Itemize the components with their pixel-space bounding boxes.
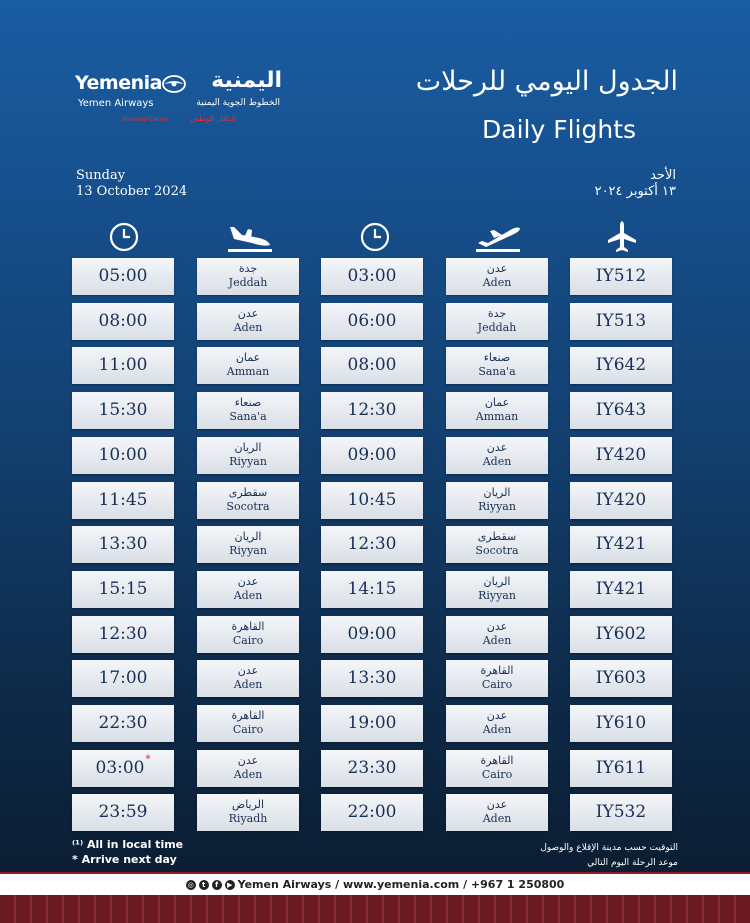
time-value: 17:00 (98, 668, 148, 688)
city-name-ar: عدن (486, 441, 508, 454)
city-name-ar: عدن (237, 664, 259, 677)
arrival-city-cell (197, 794, 299, 831)
arrival-time-cell (72, 482, 174, 519)
date-en-text: 13 October 2024 (76, 184, 188, 199)
flight-number: IY532 (595, 802, 647, 822)
departure-city-cell (446, 616, 548, 653)
time-value: 22:00 (347, 802, 397, 822)
flight-number-cell (570, 750, 672, 787)
flight-number: IY642 (595, 355, 647, 375)
time-value: 08:00 (347, 355, 397, 375)
city-name-en: Aden (233, 678, 263, 691)
departure-city-cell (446, 258, 548, 295)
arrival-city-cell (197, 347, 299, 384)
city-name-en: Riyadh (228, 812, 268, 825)
departure-city-cell (446, 347, 548, 384)
landing-plane-icon (220, 220, 280, 254)
flight-number-cell (570, 347, 672, 384)
time-value: 06:00 (347, 311, 397, 331)
city-name-en: Socotra (226, 500, 270, 513)
city-name-en: Aden (482, 723, 512, 736)
arrival-time-cell (72, 794, 174, 831)
arrival-city-cell (197, 750, 299, 787)
instagram-icon[interactable]: ◎ (187, 880, 194, 889)
city-name-ar: جدة (487, 307, 507, 320)
time-value: 08:00 (98, 311, 148, 331)
arrival-city-cell (197, 437, 299, 474)
departure-city-cell (446, 303, 548, 340)
contact-text[interactable]: Yemen Airways / www.yemenia.com / +967 1 250800 (237, 878, 565, 891)
arrival-time-cell (72, 258, 174, 295)
arrival-city-cell (197, 571, 299, 608)
departure-time-cell (321, 303, 423, 340)
flight-number-cell (570, 660, 672, 697)
city-name-ar: سقطرى (477, 530, 517, 543)
city-name-ar: عمان (235, 351, 261, 364)
flight-number: IY611 (595, 758, 647, 778)
city-name-en: Sana'a (229, 410, 267, 423)
city-name-ar: صنعاء (483, 351, 511, 364)
city-name-ar: الريان (234, 441, 262, 454)
city-name-en: Aden (233, 768, 263, 781)
time-value: 10:00 (98, 445, 148, 465)
city-name-ar: القاهرة (480, 754, 514, 767)
city-name-en: Riyyan (229, 455, 267, 468)
flight-number: IY602 (595, 624, 647, 644)
flight-number-cell (570, 437, 672, 474)
time-value: 09:00 (347, 445, 397, 465)
next-day-star: * (145, 754, 151, 765)
arrival-time-cell (72, 347, 174, 384)
bird-emblem-icon (159, 74, 189, 94)
departure-city-cell (446, 794, 548, 831)
city-name-en: Aden (482, 455, 512, 468)
city-name-en: Aden (233, 589, 263, 602)
departure-time-cell (321, 347, 423, 384)
time-value: 12:30 (347, 400, 397, 420)
city-name-ar: عدن (486, 709, 508, 722)
time-value: 03:00 (95, 758, 145, 778)
flight-number-cell (570, 571, 672, 608)
city-name-ar: القاهرة (231, 620, 265, 633)
arrival-time-cell (72, 437, 174, 474)
flight-number-cell (570, 303, 672, 340)
contact-footer (0, 872, 750, 895)
logo-carrier-en: National Carrier (122, 116, 170, 123)
departure-city-cell (446, 392, 548, 429)
departure-city-cell (446, 437, 548, 474)
city-name-en: Riyyan (229, 544, 267, 557)
departure-time-cell (321, 616, 423, 653)
footnotes-ar (540, 841, 678, 871)
time-value: 09:00 (347, 624, 397, 644)
city-name-ar: الريان (234, 530, 262, 543)
city-name-en: Cairo (232, 634, 264, 647)
city-name-ar: عدن (237, 575, 259, 588)
departure-time-cell (321, 660, 423, 697)
city-name-en: Aden (482, 276, 512, 289)
departing-plane-icon (468, 220, 528, 254)
city-name-ar: صنعاء (234, 396, 262, 409)
departure-time-cell (321, 437, 423, 474)
logo-sub-en: Yemen Airways (78, 98, 154, 109)
next-day-note-en: Arrive next day (81, 853, 177, 866)
logo-carrier-ar: الناقل الوطني (190, 114, 237, 123)
time-value: 03:00 (347, 266, 397, 286)
departure-city-cell (446, 750, 548, 787)
departure-time-cell (321, 794, 423, 831)
date-english (76, 168, 187, 200)
city-name-en: Riyyan (478, 589, 516, 602)
city-name-ar: عدن (237, 754, 259, 767)
flight-number: IY603 (595, 668, 647, 688)
city-name-en: Amman (226, 365, 270, 378)
arrival-time-cell (72, 392, 174, 429)
logo-name-ar: اليمنية (211, 68, 282, 93)
title-arabic: الجدول اليومي للرحلات (415, 66, 678, 97)
arrival-time-cell (72, 705, 174, 742)
flight-number-cell (570, 526, 672, 563)
flight-number: IY513 (595, 311, 647, 331)
arrival-time-cell (72, 571, 174, 608)
arrival-city-cell (197, 258, 299, 295)
footnotes-en (72, 837, 183, 867)
arrival-city-cell (197, 526, 299, 563)
flight-number: IY420 (595, 445, 647, 465)
flight-number-cell (570, 258, 672, 295)
arrival-time-cell (72, 660, 174, 697)
city-name-en: Cairo (481, 678, 513, 691)
departure-time-cell (321, 526, 423, 563)
city-name-en: Jeddah (477, 321, 517, 334)
departure-time-cell (321, 571, 423, 608)
next-day-marker: * (72, 853, 82, 866)
arrival-city-cell (197, 482, 299, 519)
city-name-en: Cairo (232, 723, 264, 736)
city-name-ar: عدن (486, 262, 508, 275)
city-name-en: Sana'a (478, 365, 516, 378)
city-name-en: Riyyan (478, 500, 516, 513)
city-name-ar: عدن (486, 798, 508, 811)
city-name-ar: الريان (483, 575, 511, 588)
time-value: 12:30 (347, 534, 397, 554)
city-name-ar: القاهرة (480, 664, 514, 677)
time-value: 13:30 (347, 668, 397, 688)
time-value: 11:45 (98, 490, 148, 510)
departure-city-cell (446, 660, 548, 697)
time-value: 05:00 (98, 266, 148, 286)
city-name-ar: عمان (484, 396, 510, 409)
next-day-note-ar: موعد الرحلة اليوم التالي (587, 858, 678, 868)
departure-time-cell (321, 258, 423, 295)
day-en: Sunday (76, 168, 126, 183)
flight-number-cell (570, 616, 672, 653)
twitter-icon[interactable]: t (199, 880, 209, 890)
time-value: 23:30 (347, 758, 397, 778)
time-value: 13:30 (98, 534, 148, 554)
flight-number-cell (570, 794, 672, 831)
arrival-city-cell (197, 303, 299, 340)
day-ar: الأحد (650, 168, 676, 183)
time-value: 14:15 (347, 579, 397, 599)
time-value: 22:30 (98, 713, 148, 733)
clock-icon (94, 220, 154, 254)
local-time-note-en: All in local time (87, 838, 184, 851)
flight-number: IY643 (595, 400, 647, 420)
departure-time-cell (321, 705, 423, 742)
departure-time-cell (321, 392, 423, 429)
flight-number: IY512 (595, 266, 647, 286)
city-name-ar: عدن (486, 620, 508, 633)
arrival-time-cell (72, 526, 174, 563)
time-value: 15:15 (98, 579, 148, 599)
flight-number-cell (570, 392, 672, 429)
clock-icon (345, 220, 405, 254)
arrival-city-cell (197, 660, 299, 697)
title-english: Daily Flights (482, 115, 637, 144)
city-name-ar: سقطرى (228, 486, 268, 499)
date-arabic (595, 168, 676, 200)
facebook-icon[interactable]: f (212, 880, 222, 890)
city-name-en: Jeddah (228, 276, 268, 289)
time-value: 19:00 (347, 713, 397, 733)
city-name-ar: الرياض (231, 798, 265, 811)
flight-number-cell (570, 705, 672, 742)
decorative-band (0, 895, 750, 923)
date-ar-text: ١٣ أكتوبر ٢٠٢٤ (594, 184, 676, 199)
departure-city-cell (446, 571, 548, 608)
yemenia-logo (72, 70, 284, 130)
time-value: 10:45 (347, 490, 397, 510)
flight-number: IY421 (595, 534, 647, 554)
arrival-time-cell (72, 616, 174, 653)
city-name-ar: الريان (483, 486, 511, 499)
arrival-city-cell (197, 616, 299, 653)
flight-number: IY610 (595, 713, 647, 733)
arrival-time-cell (72, 750, 174, 787)
city-name-ar: عدن (237, 307, 259, 320)
arrival-city-cell (197, 705, 299, 742)
time-value: 15:30 (98, 400, 148, 420)
airplane-icon (592, 220, 652, 254)
logo-sub-ar: الخطوط الجوية اليمنية (196, 98, 280, 108)
city-name-ar: جدة (238, 262, 258, 275)
departure-time-cell (321, 750, 423, 787)
time-value: 12:30 (98, 624, 148, 644)
city-name-ar: القاهرة (231, 709, 265, 722)
flight-number: IY420 (595, 490, 647, 510)
city-name-en: Aden (482, 634, 512, 647)
arrival-time-cell (72, 303, 174, 340)
logo-name-en: Yemenia (75, 72, 162, 94)
local-time-marker: ⁽¹⁾ (72, 838, 87, 851)
time-value: 23:59 (98, 802, 148, 822)
flight-number: IY421 (595, 579, 647, 599)
city-name-en: Aden (482, 812, 512, 825)
departure-city-cell (446, 705, 548, 742)
local-time-note-ar: التوقيت حسب مدينة الإقلاع والوصول (540, 843, 678, 853)
city-name-en: Socotra (475, 544, 519, 557)
departure-city-cell (446, 526, 548, 563)
arrival-city-cell (197, 392, 299, 429)
city-name-en: Amman (475, 410, 519, 423)
time-value: 11:00 (98, 355, 148, 375)
departure-city-cell (446, 482, 548, 519)
departure-time-cell (321, 482, 423, 519)
city-name-en: Cairo (481, 768, 513, 781)
youtube-icon[interactable]: ▶ (225, 880, 235, 890)
city-name-en: Aden (233, 321, 263, 334)
flight-number-cell (570, 482, 672, 519)
